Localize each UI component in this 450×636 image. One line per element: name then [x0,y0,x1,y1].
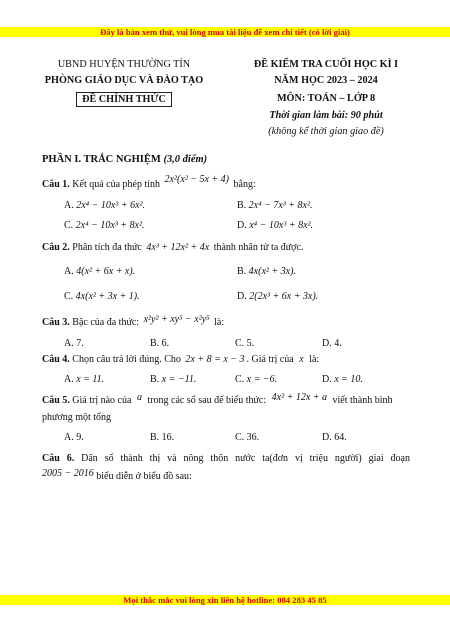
q1-option-a[interactable]: A. 2x⁴ − 10x³ + 6x². [64,200,146,211]
time-limit: Thời gian làm bài: 90 phút [269,110,383,121]
question-6: Câu 6. Dân số thành thị và nông thôn nước ta(đơn vị triệu người) giai đoạn 2005 − 2016 biểu diễn ở biểu đồ sau: [42,453,410,482]
department-name: PHÒNG GIÁO DỤC VÀ ĐÀO TẠO [44,75,204,86]
q2-option-d[interactable]: D. 2(2x³ + 6x + 3x). [237,291,319,302]
q5-option-d[interactable]: D. 64. [322,432,347,443]
q4-option-c[interactable]: C. x = −6. [235,374,278,385]
subject: MÔN: TOÁN – LỚP 8 [276,93,376,104]
question-5-cont: phương một tổng [42,412,112,423]
q3-expression: x²y² + xy⁵ − x²y⁵ [143,314,210,325]
q4-option-b[interactable]: B. x = −11. [150,374,197,385]
header-right [226,58,426,139]
official-stamp: ĐỀ CHÍNH THỨC [76,92,172,107]
question-3: Câu 3. Bậc của đa thức: x²y² + xy⁵ − x²y⁵ là: [42,314,225,328]
q2-option-b[interactable]: B. 4x(x² + 3x). [237,266,296,277]
q4-option-a[interactable]: A. x = 11. [64,374,105,385]
header-left [44,58,204,107]
q5-option-b[interactable]: B. 16. [150,432,175,443]
question-5: Câu 5. Giá trị nào của a trong các số sau để biểu thức: 4x² + 12x + a viết thành bình [42,392,393,406]
q3-option-b[interactable]: B. 6. [150,338,170,349]
q1-expression: 2x²(x² − 5x + 4) [164,174,230,185]
q5-expression: 4x² + 12x + a [271,392,328,403]
question-1: Câu 1. Kết quả của phép tính 2x²(x² − 5x + 4) bằng: [42,174,256,190]
q3-option-d[interactable]: D. 4. [322,338,342,349]
hotline-banner: Mọi thắc mắc vui lòng xin liên hệ hotline: 084 283 45 85 [0,595,450,605]
q5-option-a[interactable]: A. 9. [64,432,84,443]
q4-equation: 2x + 8 = x − 3 [185,354,245,365]
q1-option-c[interactable]: C. 2x⁴ − 10x³ + 8x². [64,220,145,231]
question-4: Câu 4. Chọn câu trả lời đúng. Cho 2x + 8 = x − 3 . Giá trị của x là: [42,354,320,365]
q3-option-c[interactable]: C. 5. [235,338,255,349]
section-title: PHẦN I. TRẮC NGHIỆM (3,0 điểm) [42,154,208,165]
q1-option-d[interactable]: D. x⁴ − 10x³ + 8x². [237,220,314,231]
q4-option-d[interactable]: D. x = 10. [322,374,363,385]
preview-banner: Đây là bản xem thử, vui lòng mua tài liệu để xem chi tiết (có lời giải) [0,27,450,37]
q2-option-c[interactable]: C. 4x(x² + 3x + 1). [64,291,140,302]
district-name: UBND HUYỆN THƯỜNG TÍN [57,59,191,70]
q3-option-a[interactable]: A. 7. [64,338,84,349]
q1-option-b[interactable]: B. 2x⁴ − 7x³ + 8x². [237,200,313,211]
exam-title: ĐỀ KIỂM TRA CUỐI HỌC KÌ I [253,59,399,70]
question-2: Câu 2. Phân tích đa thức 4x³ + 12x² + 4x thành nhân tử ta được. [42,242,304,253]
q5-option-c[interactable]: C. 36. [235,432,260,443]
time-note: (không kể thời gian giao đề) [268,126,384,137]
q2-expression: 4x³ + 12x² + 4x [146,242,210,253]
school-year: NĂM HỌC 2023 – 2024 [274,75,378,86]
q2-option-a[interactable]: A. 4(x² + 6x + x). [64,266,136,277]
